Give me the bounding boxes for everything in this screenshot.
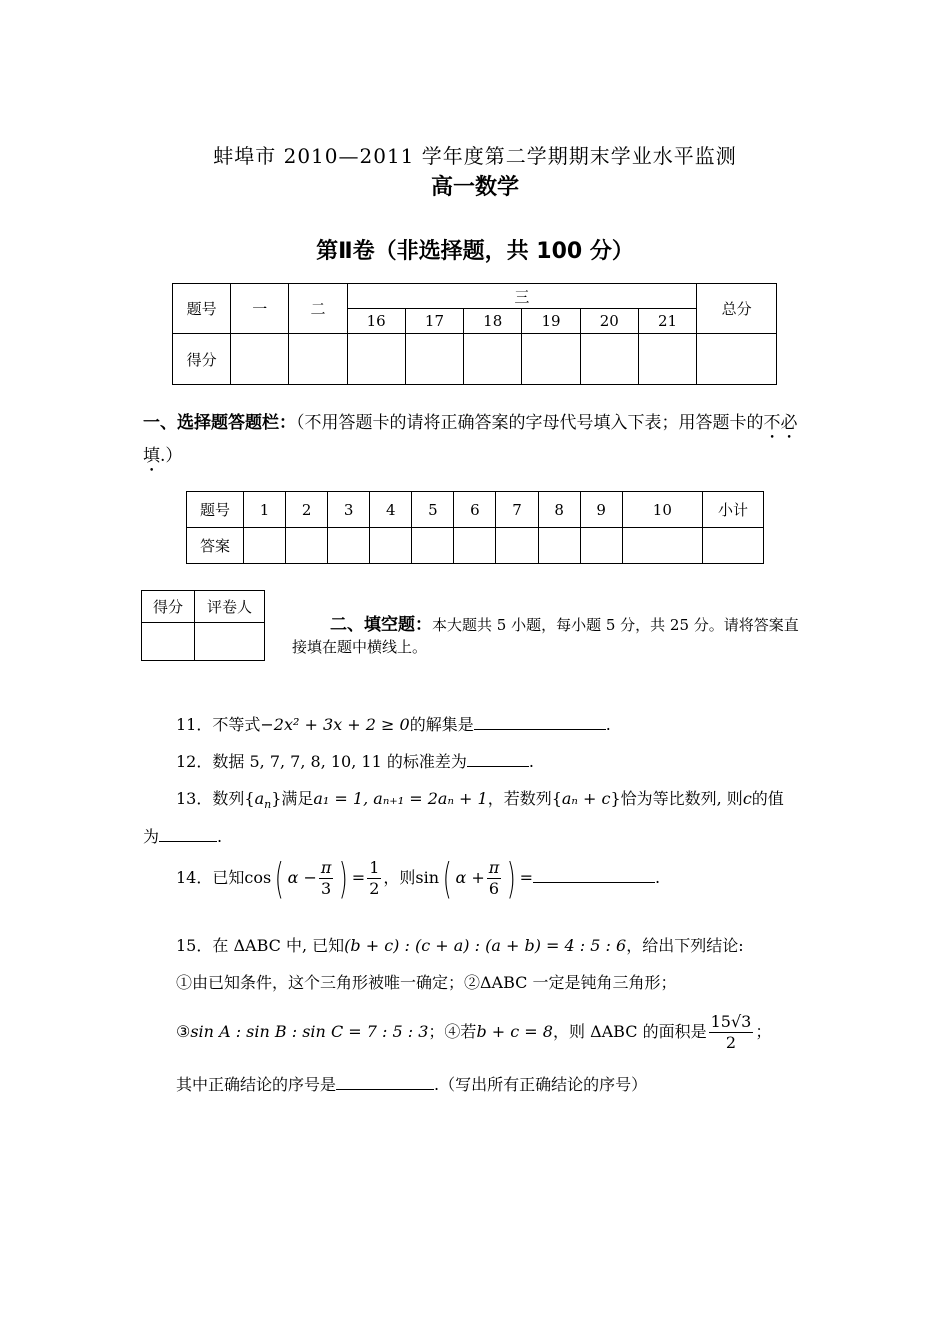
answer-table-num-6: 6 [454,492,496,528]
score-cell [464,334,522,385]
question-14 [176,853,661,903]
answer-table-header-question: 题号 [187,492,244,528]
math-subscript: n [264,798,272,812]
section2-title: 二、填空题： [330,615,432,635]
score-cell [580,334,638,385]
paper-part-title: 第Ⅱ卷（非选择题，共 100 分） [316,239,634,264]
answer-table [186,491,764,564]
math-expression: α − [287,868,317,887]
section2-instructions: 本大题共 5 小题，每小题 5 分，共 25 分。请将答案直接填在题中横线上。 [292,616,799,656]
section1-note-end: .） [160,446,183,466]
answer-blank [533,866,655,883]
question-number: 12． [176,752,213,771]
answer-cell [496,528,538,564]
score-table-q20: 20 [580,309,638,334]
answer-table-num-3: 3 [328,492,370,528]
exam-title: 蚌埠市 2010—2011 学年度第二学期期末学业水平监测 [213,144,737,168]
answer-cell [328,528,370,564]
paren-close: ) [339,853,349,903]
answer-cell [538,528,580,564]
answer-blank [467,750,529,767]
math-expression: c [742,789,752,808]
section1-title: 一、选择题答题栏： [143,413,296,433]
math-expression: = [519,868,534,887]
question-text: . [605,715,611,734]
score-cell [697,334,777,385]
score-cell [347,334,405,385]
math-expression: (b + c) : (c + a) : (a + b) = 4 : 5 : 6 [344,936,627,955]
score-table-part-two: 二 [289,284,347,334]
score-cell [522,334,580,385]
question-13 [176,786,784,811]
answer-blank [336,1073,434,1090]
grader-table-score: 得分 [142,591,195,623]
score-table-q17: 17 [405,309,463,334]
fraction-area: $\frac{15√3}{2}$ [710,1012,752,1052]
question-text: }恰为等比数列, 则 [610,789,743,808]
question-15-line4 [176,1072,647,1095]
question-text: ③ [176,1022,191,1041]
answer-cell [370,528,412,564]
answer-cell [286,528,328,564]
question-text: 的值 [751,789,784,808]
answer-cell [412,528,454,564]
answer-blank [159,825,217,842]
section1-note: （不用答题卡的请将正确答案的字母代号填入下表；用答题卡的 [296,413,764,433]
question-text: ，若数列{ [487,789,562,808]
answer-cell [703,528,764,564]
question-12 [176,749,534,772]
question-text: 的解集是 [409,715,474,734]
fraction-pi-6: $\frac{\pi}{6}$ [488,858,500,898]
question-text: 其中正确结论的序号是 [176,1075,337,1094]
math-expression: = [351,868,366,887]
score-cell [289,334,347,385]
answer-table-num-5: 5 [412,492,454,528]
question-13-line2 [143,824,222,847]
question-text: ，则 ΔABC 的面积是 [552,1022,707,1041]
answer-cell [244,528,286,564]
question-text: ，则 [383,868,416,887]
answer-table-num-8: 8 [538,492,580,528]
fraction-1-2: $\frac{1}{2}$ [369,858,380,898]
score-cell [405,334,463,385]
question-text: .（写出所有正确结论的序号） [434,1075,648,1094]
answer-table-num-1: 1 [244,492,286,528]
score-table-q19: 19 [522,309,580,334]
grader-cell [142,623,195,661]
score-table-q21: 21 [638,309,696,334]
question-text: 为 [143,827,160,846]
score-table [172,283,777,385]
answer-cell [622,528,702,564]
question-text: 已知 [212,868,245,887]
score-cell [638,334,696,385]
score-table-q16: 16 [347,309,405,334]
section2-intro [292,614,812,658]
answer-table-num-2: 2 [286,492,328,528]
question-number: 13． [176,789,213,808]
answer-table-num-10: 10 [622,492,702,528]
answer-cell [580,528,622,564]
section1-note-emphasis: 不必填 [143,413,798,466]
question-text: 数列{ [212,789,255,808]
answer-table-num-9: 9 [580,492,622,528]
question-number: 14． [176,868,213,887]
score-cell [231,334,289,385]
grader-table [141,590,265,661]
question-text: ①由已知条件，这个三角形被唯一确定；②ΔABC 一定是钝角三角形； [176,973,677,992]
paren-close: ) [506,853,516,903]
question-text: 不等式 [212,715,261,734]
question-text: . [528,752,534,771]
fraction-pi-3: $\frac{\pi}{3}$ [320,858,332,898]
question-text: ，给出下列结论: [626,936,744,955]
score-table-header-score: 得分 [173,334,231,385]
section1-heading [143,410,813,476]
answer-table-subtotal: 小计 [703,492,764,528]
question-text: 数据 5, 7, 7, 8, 10, 11 的标准差为 [212,752,467,771]
answer-table-num-7: 7 [496,492,538,528]
subject-title: 高一数学 [430,175,519,200]
question-text: 在 ΔABC 中, 已知 [212,936,345,955]
math-expression: b + c = 8 [476,1022,553,1041]
math-expression: a [254,789,265,808]
score-table-q18: 18 [464,309,522,334]
question-text: ； [755,1022,772,1041]
paren-open: ( [442,853,452,903]
grader-table-grader: 评卷人 [195,591,265,623]
answer-table-num-4: 4 [370,492,412,528]
score-table-header-question: 题号 [173,284,231,334]
question-text: . [655,868,661,887]
answer-table-header-answer: 答案 [187,528,244,564]
question-11 [176,712,611,735]
paren-open: ( [274,853,284,903]
grader-cell [195,623,265,661]
math-expression: sin A : sin B : sin C = 7 : 5 : 3 [190,1022,429,1041]
math-expression: cos [244,868,272,887]
answer-cell [454,528,496,564]
answer-blank [474,713,606,730]
math-expression: aₙ + c [561,789,611,808]
question-text: }满足 [271,789,314,808]
math-expression: α + [455,868,485,887]
math-expression: −2x² + 3x + 2 ≥ 0 [260,715,410,734]
question-15-line2 [176,970,677,993]
question-number: 15． [176,936,213,955]
question-number: 11． [176,715,213,734]
math-expression: a₁ = 1, aₙ₊₁ = 2aₙ + 1 [313,789,488,808]
question-text: . [217,827,223,846]
question-15-line3 [176,1012,771,1053]
score-table-part-one: 一 [231,284,289,334]
score-table-total: 总分 [697,284,777,334]
math-expression: sin [415,868,440,887]
score-table-part-three: 三 [347,284,697,309]
question-text: ；④若 [428,1022,477,1041]
question-15 [176,933,744,956]
